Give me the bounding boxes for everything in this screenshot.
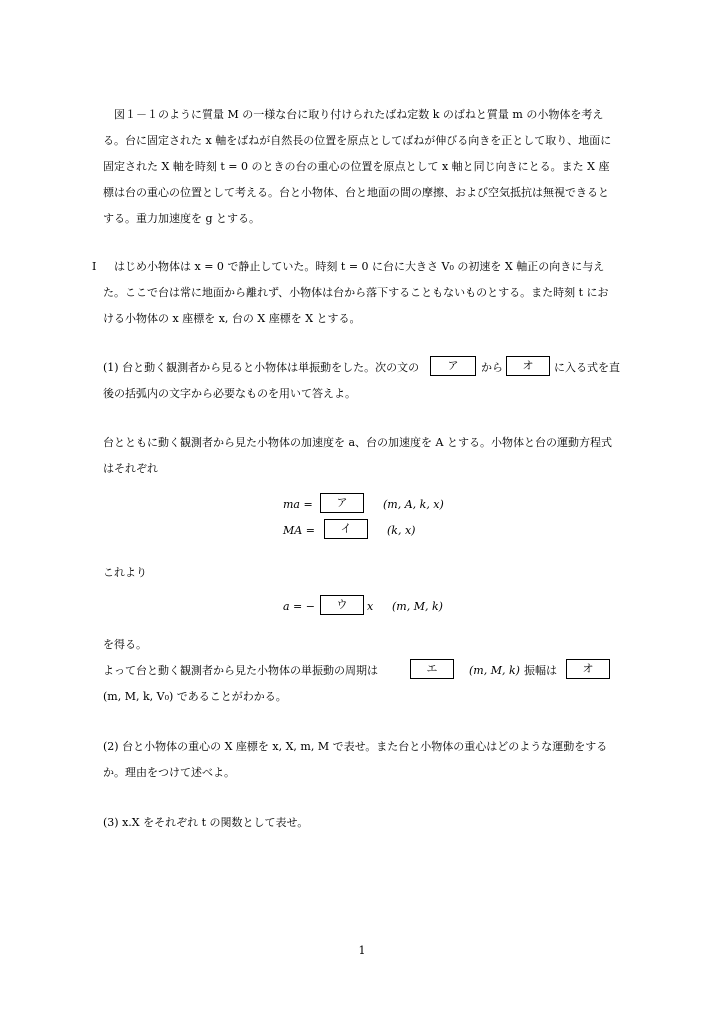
- intro-line-3: 固定された X 軸を時刻 t = 0 のときの台の重心の位置を原点として x 軸と同じ向きにとる。また X 座: [103, 160, 610, 173]
- eq3-args: (m, M, k): [392, 600, 443, 613]
- eq2-answer-box: イ: [324, 519, 368, 539]
- q1-line-2: 後の括弧内の文字から必要なものを用いて答えよ。: [103, 387, 356, 400]
- eq1-lhs: ma =: [283, 498, 313, 511]
- part-marker: I: [92, 260, 97, 273]
- eq1-answer-box: ア: [320, 493, 364, 513]
- page-number: 1: [358, 944, 366, 957]
- intro-line-2: る。台に固定された x 軸をばねが自然長の位置を原点としてばねが伸びる向きを正として取り、地面に: [103, 134, 612, 147]
- q1-kara: から: [481, 361, 503, 374]
- eq2-args: (k, x): [387, 524, 416, 537]
- eq2-lhs: MA =: [283, 524, 315, 537]
- part1-line-2: た。ここで台は常に地面から離れず、小物体は台から落下することもないものとする。また時刻 t にお: [103, 286, 609, 299]
- q1-suffix: に入る式を直: [554, 361, 620, 374]
- body-line-1: 台とともに動く観測者から見た小物体の加速度を a、台の加速度を A とする。小物体と台の運動方程式: [103, 436, 612, 449]
- period-text: よって台と動く観測者から見た小物体の単振動の周期は: [103, 664, 378, 677]
- part1-line-1: はじめ小物体は x = 0 で静止していた。時刻 t = 0 に台に大きさ V₀ の初速を X 軸正の向きに与え: [114, 260, 605, 273]
- amplitude-args: (m, M, k, V₀) であることがわかる。: [103, 690, 287, 703]
- body-line-2: はそれぞれ: [103, 462, 158, 475]
- koreyori: これより: [103, 566, 147, 579]
- answer-box-o: オ: [506, 356, 550, 376]
- period-args: (m, M, k): [469, 664, 520, 677]
- amplitude-text: 振幅は: [524, 664, 557, 677]
- intro-line-5: する。重力加速度を g とする。: [103, 212, 261, 225]
- result-line-1: を得る。: [103, 638, 147, 651]
- answer-box-o-2: オ: [566, 659, 610, 679]
- q2-line-1: (2) 台と小物体の重心の X 座標を x, X, m, M で表せ。また台と小物体の重心はどのような運動をする: [103, 740, 608, 753]
- q3-line-1: (3) x.X をそれぞれ t の関数として表せ。: [103, 816, 309, 829]
- part1-line-3: ける小物体の x 座標を x, 台の X 座標を X とする。: [103, 312, 361, 325]
- intro-line-1: 図１－１のように質量 M の一様な台に取り付けられたばね定数 k のばねと質量 m の小物体を考え: [114, 108, 604, 121]
- answer-box-e: エ: [410, 659, 454, 679]
- q2-line-2: か。理由をつけて述べよ。: [103, 766, 235, 779]
- eq3-x: x: [367, 600, 374, 613]
- eq3-answer-box: ウ: [320, 595, 364, 615]
- eq3-lhs: a = −: [283, 600, 315, 613]
- answer-box-a: ア: [430, 356, 476, 376]
- q1-prefix: (1) 台と動く観測者から見ると小物体は単振動をした。次の文の: [103, 361, 420, 374]
- intro-line-4: 標は台の重心の位置として考える。台と小物体、台と地面の間の摩擦、および空気抵抗は無視できると: [103, 186, 609, 199]
- eq1-args: (m, A, k, x): [383, 498, 444, 511]
